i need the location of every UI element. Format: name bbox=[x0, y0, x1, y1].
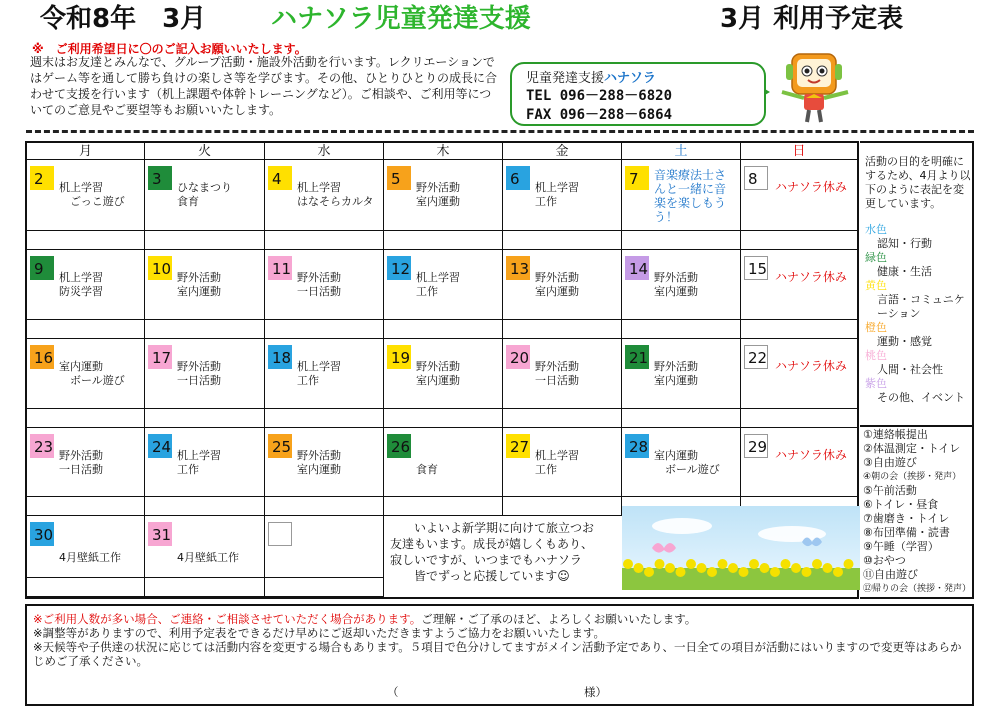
spring-flowers-illustration bbox=[622, 506, 860, 590]
day-activity: 机上学習 工作 bbox=[177, 449, 221, 476]
title-date: 令和8年 3月 bbox=[40, 4, 207, 34]
attendance-mark-area bbox=[27, 408, 144, 409]
day-activity: ハナソラ休み bbox=[775, 270, 847, 284]
schedule-step: ⑤午前活動 bbox=[863, 484, 917, 497]
day-activity: 机上学習 工作 bbox=[535, 449, 579, 476]
day-number: 4 bbox=[268, 166, 292, 190]
calendar-day[interactable] bbox=[622, 160, 741, 250]
calendar-day[interactable] bbox=[265, 250, 384, 339]
attendance-mark-area bbox=[265, 319, 383, 320]
calendar-day[interactable] bbox=[741, 339, 857, 428]
weekday-header: 日 bbox=[741, 143, 857, 160]
attendance-mark-area bbox=[741, 319, 857, 320]
attendance-mark-area bbox=[503, 230, 621, 231]
legend-description: その他、イベント bbox=[877, 391, 965, 404]
attendance-mark-area bbox=[503, 319, 621, 320]
calendar-day[interactable] bbox=[27, 516, 145, 597]
day-number: 15 bbox=[744, 256, 768, 280]
calendar-day[interactable] bbox=[622, 250, 741, 339]
day-number bbox=[268, 522, 292, 546]
legend-color-label: 黄色 bbox=[865, 279, 887, 292]
weekday-header: 月 bbox=[27, 143, 145, 160]
calendar-day[interactable] bbox=[265, 428, 384, 516]
calendar-day[interactable] bbox=[741, 250, 857, 339]
contact-bubble bbox=[510, 62, 766, 126]
day-number: 27 bbox=[506, 434, 530, 458]
legend-color-label: 緑色 bbox=[865, 251, 887, 264]
legend-description: 言語・コミュニケーション bbox=[877, 293, 965, 320]
day-number: 5 bbox=[387, 166, 411, 190]
attendance-mark-area bbox=[27, 230, 144, 231]
legend-color-label: 橙色 bbox=[865, 321, 887, 334]
legend-color-label: 水色 bbox=[865, 223, 887, 236]
day-activity: 机上学習 はなそらカルタ bbox=[297, 181, 374, 208]
day-activity: 室内運動 ボール遊び bbox=[654, 449, 720, 476]
attendance-mark-area bbox=[622, 408, 740, 409]
day-number: 30 bbox=[30, 522, 54, 546]
daily-schedule-panel bbox=[860, 427, 974, 599]
attendance-mark-area bbox=[145, 319, 264, 320]
footer-notes bbox=[25, 604, 974, 706]
legend-description: 人間・社会性 bbox=[877, 363, 943, 376]
calendar-day[interactable] bbox=[145, 516, 265, 597]
legend-color-label: 桃色 bbox=[865, 349, 887, 362]
attendance-mark-area bbox=[145, 408, 264, 409]
day-activity: 野外活動 一日活動 bbox=[59, 449, 103, 476]
day-number: 29 bbox=[744, 434, 768, 458]
attendance-mark-area bbox=[622, 230, 740, 231]
attendance-mark-area bbox=[384, 408, 502, 409]
schedule-step: ①連絡帳提出 bbox=[863, 428, 928, 441]
contact-tel: TEL 096－288－6820 bbox=[526, 88, 673, 104]
day-activity: 机上学習 工作 bbox=[535, 181, 579, 208]
calendar-day[interactable] bbox=[145, 250, 265, 339]
calendar-day[interactable] bbox=[503, 250, 622, 339]
calendar-day[interactable] bbox=[265, 339, 384, 428]
day-number: 7 bbox=[625, 166, 649, 190]
day-activity: 机上学習 ごっこ遊び bbox=[59, 181, 125, 208]
calendar-day[interactable] bbox=[503, 160, 622, 250]
attendance-mark-area bbox=[27, 577, 144, 578]
attendance-mark-area bbox=[384, 496, 502, 497]
day-number: 25 bbox=[268, 434, 292, 458]
weekday-header: 水 bbox=[265, 143, 384, 160]
day-number: 11 bbox=[268, 256, 292, 280]
day-activity: 4月壁紙工作 bbox=[177, 551, 239, 564]
day-activity: 音楽療法士さ んと一緒に音 楽を楽しもう う！ bbox=[654, 168, 727, 224]
schedule-step: ②体温測定・トイレ bbox=[863, 442, 961, 455]
attendance-mark-area bbox=[27, 319, 144, 320]
weekday-header: 土 bbox=[622, 143, 741, 160]
day-number: 9 bbox=[30, 256, 54, 280]
weekday-header: 木 bbox=[384, 143, 503, 160]
attendance-mark-area bbox=[145, 230, 264, 231]
calendar-day[interactable] bbox=[27, 250, 145, 339]
calendar-day[interactable] bbox=[503, 339, 622, 428]
schedule-step: ⑦歯磨き・トイレ bbox=[863, 512, 950, 525]
day-activity: 机上学習 防災学習 bbox=[59, 271, 103, 298]
calendar-day[interactable] bbox=[27, 339, 145, 428]
footer-line-2: ※調整等がありますので、利用予定表をできるだけ早めにご返却いただきますようご協力をお願いいたします。 bbox=[33, 626, 605, 640]
schedule-step: ⑨午睡（学習） bbox=[863, 540, 939, 553]
attendance-mark-area bbox=[27, 496, 144, 497]
dashed-separator bbox=[26, 130, 974, 133]
schedule-step: ⑩おやつ bbox=[863, 554, 906, 567]
calendar-day[interactable] bbox=[622, 339, 741, 428]
day-activity: 野外活動 室内運動 bbox=[416, 181, 460, 208]
schedule-step: ⑧布団準備・読書 bbox=[863, 526, 950, 539]
legend-description: 認知・行動 bbox=[877, 237, 932, 250]
day-number: 3 bbox=[148, 166, 172, 190]
intro-text: 週末はお友達とみんなで、グループ活動・施設外活動を行います。レクリエーションではゲーム等を通して勝ち負けの楽しさ等を学びます。その他、ひとりひとりの成長に合わせて支援を行います（机上課題や体幹トレーニングなど）。ご相談や、ご利用等についてのご意見やご要望等もお願いいたします。 bbox=[30, 55, 498, 117]
signature-line[interactable]: （ 様） bbox=[387, 685, 607, 699]
legend-panel bbox=[860, 141, 974, 427]
title-facility: ハナソラ児童発達支援 bbox=[271, 4, 531, 34]
day-activity: 野外活動 室内運動 bbox=[177, 271, 221, 298]
attendance-mark-area bbox=[384, 230, 502, 231]
day-activity: 野外活動 一日活動 bbox=[297, 271, 341, 298]
footer-line-3: ※天候等や子供達の状況に応じては活動内容を変更する場合もあります。５項目で色分けしてますがメイン活動予定であり、一日全ての項目が活動にはいりますので変更等はあらかじめご了承ください。 bbox=[33, 640, 962, 668]
attendance-mark-area bbox=[622, 319, 740, 320]
day-number: 16 bbox=[30, 345, 54, 369]
attendance-mark-area bbox=[265, 577, 383, 578]
day-number: 24 bbox=[148, 434, 172, 458]
calendar-day[interactable] bbox=[27, 160, 145, 250]
attendance-mark-area bbox=[741, 408, 857, 409]
contact-name: 児童発達支援ハナソラ bbox=[526, 71, 656, 86]
calendar-day[interactable] bbox=[622, 428, 741, 516]
schedule-step: ④朝の会（挨拶・発声） bbox=[863, 472, 962, 482]
attendance-mark-area bbox=[384, 319, 502, 320]
day-number: 2 bbox=[30, 166, 54, 190]
attendance-mark-area bbox=[741, 496, 857, 497]
attendance-mark-area bbox=[265, 230, 383, 231]
day-activity: 机上学習 工作 bbox=[416, 271, 460, 298]
attendance-mark-area bbox=[503, 496, 621, 497]
calendar-grid bbox=[25, 141, 859, 599]
message-text: いよいよ新学期に向けて旅立つお 友達もいます。成長が嬉しくもあり、 寂しいですが、いつまでもハナソラ 皆でずっと応援しています☺ bbox=[390, 521, 595, 583]
schedule-step: ⑪自由遊び bbox=[863, 568, 918, 581]
footer-line-1: ※ご利用人数が多い場合、ご連絡・ご相談させていただく場合があります。ご理解・ご了承のほど、よろしくお願いいたします。 bbox=[33, 612, 697, 626]
day-activity: ハナソラ休み bbox=[775, 180, 847, 194]
day-activity: ハナソラ休み bbox=[775, 448, 847, 462]
legend-intro: 活動の目的を明確にするため、4月より以下のように表記を変更しています。 bbox=[865, 155, 971, 210]
day-activity: 4月壁紙工作 bbox=[59, 551, 121, 564]
day-number: 10 bbox=[148, 256, 172, 280]
day-activity: 野外活動 室内運動 bbox=[297, 449, 341, 476]
calendar-day[interactable] bbox=[145, 428, 265, 516]
day-number: 18 bbox=[268, 345, 292, 369]
calendar-day[interactable] bbox=[384, 160, 503, 250]
day-number: 21 bbox=[625, 345, 649, 369]
day-number: 19 bbox=[387, 345, 411, 369]
attendance-mark-area bbox=[741, 230, 857, 231]
day-number: 26 bbox=[387, 434, 411, 458]
day-activity: 野外活動 室内運動 bbox=[416, 360, 460, 387]
calendar-day[interactable] bbox=[503, 428, 622, 516]
notice: ※ ご利用希望日に〇のご記入お願いいたします。 bbox=[32, 42, 307, 56]
day-activity: ハナソラ休み bbox=[775, 359, 847, 373]
calendar-day[interactable] bbox=[145, 339, 265, 428]
calendar-day[interactable] bbox=[741, 428, 857, 516]
day-activity: 室内運動 ボール遊び bbox=[59, 360, 125, 387]
day-number: 14 bbox=[625, 256, 649, 280]
day-number: 12 bbox=[387, 256, 411, 280]
day-number: 28 bbox=[625, 434, 649, 458]
day-number: 17 bbox=[148, 345, 172, 369]
calendar-day[interactable] bbox=[265, 160, 384, 250]
day-number: 13 bbox=[506, 256, 530, 280]
schedule-step: ⑥トイレ・昼食 bbox=[863, 498, 939, 511]
calendar-day[interactable] bbox=[27, 428, 145, 516]
calendar-day[interactable] bbox=[384, 250, 503, 339]
day-activity: ひなまつり 食育 bbox=[177, 181, 232, 208]
calendar-day[interactable] bbox=[384, 339, 503, 428]
attendance-mark-area bbox=[622, 496, 740, 497]
day-number: 22 bbox=[744, 345, 768, 369]
attendance-mark-area bbox=[265, 496, 383, 497]
title-schedule: 3月 利用予定表 bbox=[720, 4, 904, 34]
day-activity: 野外活動 一日活動 bbox=[535, 360, 579, 387]
day-number: 23 bbox=[30, 434, 54, 458]
contact-fax: FAX 096－288－6864 bbox=[526, 107, 673, 123]
weekday-header: 金 bbox=[503, 143, 622, 160]
weekday-header: 火 bbox=[145, 143, 265, 160]
legend-description: 運動・感覚 bbox=[877, 335, 932, 348]
legend-description: 健康・生活 bbox=[877, 265, 932, 278]
day-activity: 野外活動 室内運動 bbox=[654, 360, 698, 387]
legend-color-label: 紫色 bbox=[865, 377, 887, 390]
day-number: 6 bbox=[506, 166, 530, 190]
day-number: 8 bbox=[744, 166, 768, 190]
mascot-illustration bbox=[772, 48, 858, 128]
day-activity: 野外活動 一日活動 bbox=[177, 360, 221, 387]
attendance-mark-area bbox=[145, 577, 264, 578]
attendance-mark-area bbox=[265, 408, 383, 409]
calendar-day[interactable] bbox=[145, 160, 265, 250]
day-activity: 野外活動 室内運動 bbox=[654, 271, 698, 298]
day-number: 31 bbox=[148, 522, 172, 546]
day-number: 20 bbox=[506, 345, 530, 369]
day-activity: 食育 bbox=[416, 463, 438, 476]
calendar-day[interactable] bbox=[265, 516, 384, 597]
day-activity: 野外活動 室内運動 bbox=[535, 271, 579, 298]
calendar-day[interactable] bbox=[384, 428, 503, 516]
attendance-mark-area bbox=[145, 496, 264, 497]
schedule-step: ③自由遊び bbox=[863, 456, 917, 469]
attendance-mark-area bbox=[503, 408, 621, 409]
schedule-step: ⑫帰りの会（挨拶・発声） bbox=[863, 584, 972, 594]
day-activity: 机上学習 工作 bbox=[297, 360, 341, 387]
calendar-day[interactable] bbox=[741, 160, 857, 250]
